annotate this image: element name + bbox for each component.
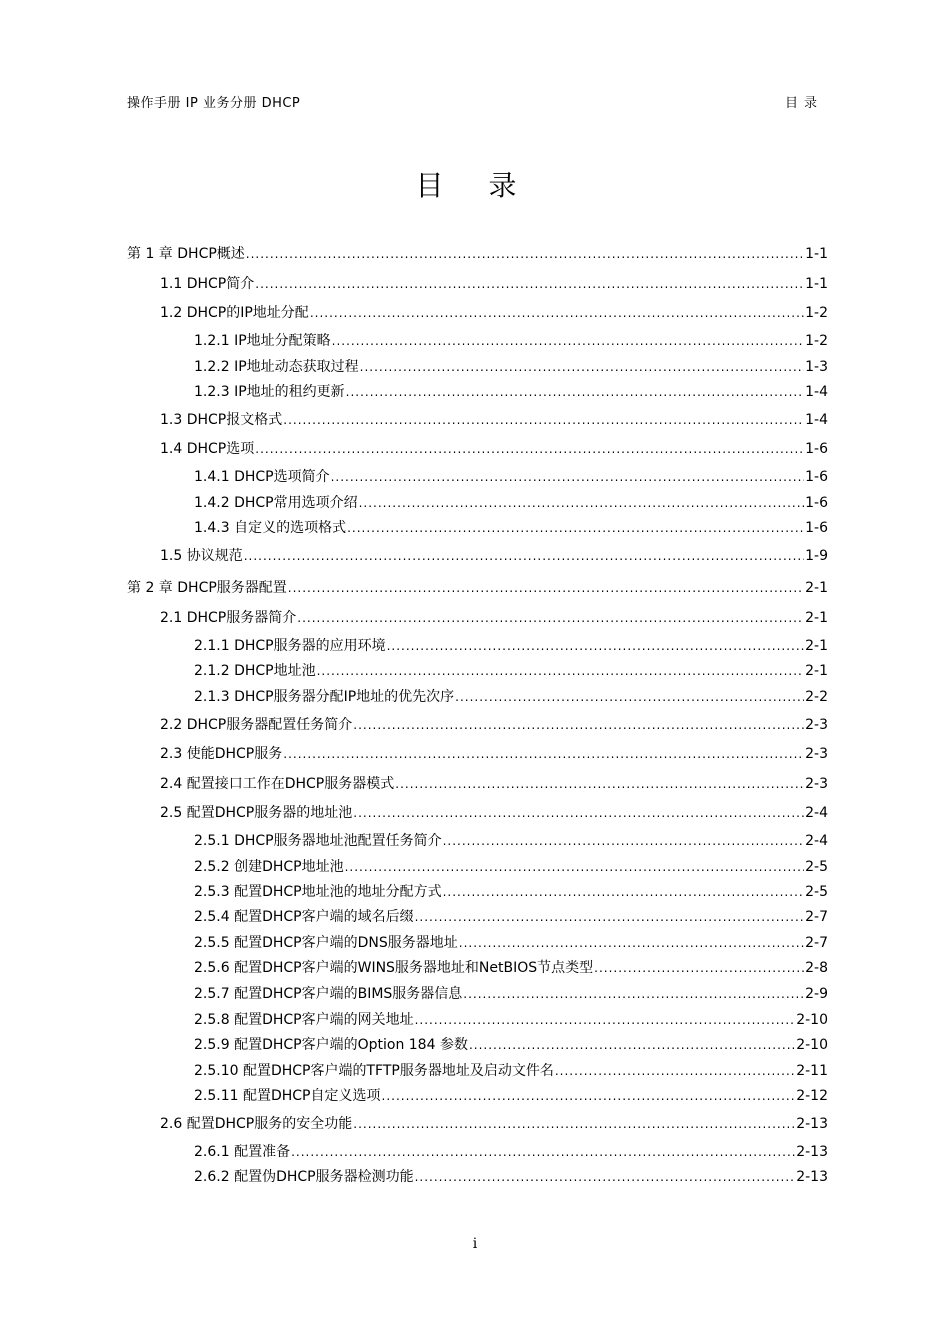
toc-leader-dots [455,687,804,707]
toc-chapter-entry[interactable] [127,244,828,264]
toc-subsection-entry[interactable] [194,958,828,978]
toc-entry-title: 2.5.3 配置DHCP地址池的地址分配方式 [194,884,442,900]
toc-leader-dots [332,331,804,351]
toc-leader-dots [382,1086,796,1106]
toc-subsection-entry[interactable] [194,984,828,1004]
toc-entry-page: 2-1 [805,610,828,626]
toc-entry-page: 1-9 [805,548,828,564]
toc-entry-title: 1.4.2 DHCP常用选项介绍 [194,495,358,511]
toc-subsection-entry[interactable] [194,882,828,902]
toc-chapter-entry[interactable] [127,578,828,598]
toc-entry-page: 2-12 [796,1088,828,1104]
toc-entry-page: 1-2 [805,333,828,349]
toc-entry-page: 2-9 [805,986,828,1002]
toc-leader-dots [415,907,805,927]
toc-entry-title: 2.6.2 配置伪DHCP服务器检测功能 [194,1169,414,1185]
toc-entry-page: 2-11 [796,1063,828,1079]
toc-leader-dots [555,1061,795,1081]
toc-leader-dots [469,1035,795,1055]
toc-subsection-entry[interactable] [194,661,828,681]
toc-section-entry[interactable] [160,803,828,823]
toc-leader-dots [283,744,804,764]
running-header-left: 操作手册 IP 业务分册 DHCP [127,96,301,111]
toc-entry-page: 1-3 [805,359,828,375]
toc-entry-page: 2-13 [796,1169,828,1185]
toc-leader-dots [347,518,804,538]
toc-section-entry[interactable] [160,774,828,794]
toc-subsection-entry[interactable] [194,1010,828,1030]
toc-entry-page: 2-3 [805,717,828,733]
toc-entry-title: 2.1 DHCP服务器简介 [160,610,297,626]
toc-leader-dots [459,933,804,953]
toc-entry-page: 1-6 [805,441,828,457]
toc-entry-page: 1-6 [805,520,828,536]
toc-leader-dots [255,274,804,294]
toc-entry-page: 1-4 [805,412,828,428]
toc-subsection-entry[interactable] [194,357,828,377]
toc-entry-title: 2.5.5 配置DHCP客户端的DNS服务器地址 [194,935,458,951]
toc-subsection-entry[interactable] [194,1035,828,1055]
toc-entry-title: 2.6.1 配置准备 [194,1144,291,1160]
toc-entry-title: 1.1 DHCP简介 [160,276,255,292]
toc-entry-title: 2.4 配置接口工作在DHCP服务器模式 [160,776,395,792]
toc-entry-page: 2-5 [805,859,828,875]
toc-entry-page: 2-7 [805,935,828,951]
toc-entry-page: 2-7 [805,909,828,925]
toc-section-entry[interactable] [160,303,828,323]
toc-entry-title: 2.5.6 配置DHCP客户端的WINS服务器地址和NetBIOS节点类型 [194,960,594,976]
toc-entry-page: 2-13 [796,1116,828,1132]
toc-subsection-entry[interactable] [194,636,828,656]
toc-entry-title: 2.3 使能DHCP服务 [160,746,283,762]
toc-subsection-entry[interactable] [194,831,828,851]
toc-leader-dots [353,1114,795,1134]
toc-section-entry[interactable] [160,546,828,566]
toc-entry-title: 2.5.9 配置DHCP客户端的Option 184 参数 [194,1037,468,1053]
toc-leader-dots [244,546,804,566]
toc-entry-page: 2-3 [805,746,828,762]
toc-entry-title: 1.2 DHCP的IP地址分配 [160,305,309,321]
toc-entry-title: 2.5.7 配置DHCP客户端的BIMS服务器信息 [194,986,463,1002]
toc-leader-dots [360,357,804,377]
toc-entry-page: 2-1 [805,638,828,654]
toc-leader-dots [395,774,804,794]
toc-entry-title: 1.4.3 自定义的选项格式 [194,520,347,536]
toc-entry-page: 2-4 [805,833,828,849]
toc-entry-page: 1-2 [805,305,828,321]
toc-leader-dots [255,439,804,459]
toc-subsection-entry[interactable] [194,382,828,402]
toc-section-entry[interactable] [160,608,828,628]
toc-entry-page: 2-8 [805,960,828,976]
toc-entry-page: 2-13 [796,1144,828,1160]
toc-entry-page: 2-4 [805,805,828,821]
toc-subsection-entry[interactable] [194,331,828,351]
toc-section-entry[interactable] [160,1114,828,1134]
toc-entry-page: 2-10 [796,1012,828,1028]
toc-entry-page: 2-1 [805,663,828,679]
toc-entry-page: 2-10 [796,1037,828,1053]
toc-entry-title: 1.4 DHCP选项 [160,441,255,457]
toc-leader-dots [288,578,804,598]
toc-leader-dots [317,661,805,681]
running-header-right: 目录 [784,96,823,111]
toc-entry-title: 第 1 章 DHCP概述 [127,246,245,262]
toc-entry-title: 2.5.10 配置DHCP客户端的TFTP服务器地址及启动文件名 [194,1063,554,1079]
toc-entry-title: 2.5.8 配置DHCP客户端的网关地址 [194,1012,414,1028]
toc-entry-page: 1-1 [805,246,828,262]
toc-subsection-entry[interactable] [194,1142,828,1162]
toc-leader-dots [443,831,805,851]
toc-entry-page: 1-6 [805,469,828,485]
toc-leader-dots [331,467,805,487]
toc-entry-page: 1-6 [805,495,828,511]
toc-leader-dots [594,958,804,978]
toc-section-entry[interactable] [160,715,828,735]
toc-leader-dots [415,1167,796,1187]
toc-entry-title: 1.3 DHCP报文格式 [160,412,283,428]
toc-entry-title: 1.2.3 IP地址的租约更新 [194,384,345,400]
toc-leader-dots [387,636,805,656]
toc-entry-title: 2.1.2 DHCP地址池 [194,663,316,679]
toc-subsection-entry[interactable] [194,467,828,487]
toc-entry-page: 2-2 [805,689,828,705]
toc-section-entry[interactable] [160,410,828,430]
toc-leader-dots [443,882,805,902]
toc-entry-title: 2.1.3 DHCP服务器分配IP地址的优先次序 [194,689,455,705]
toc-leader-dots [297,608,804,628]
toc-subsection-entry[interactable] [194,493,828,513]
toc-entry-title: 1.4.1 DHCP选项简介 [194,469,330,485]
toc-entry-page: 2-5 [805,884,828,900]
toc-entry-page: 1-4 [805,384,828,400]
toc-entry-title: 2.6 配置DHCP服务的安全功能 [160,1116,353,1132]
toc-subsection-entry[interactable] [194,1061,828,1081]
toc-entry-title: 2.5.2 创建DHCP地址池 [194,859,344,875]
toc-leader-dots [345,857,805,877]
toc-leader-dots [463,984,804,1004]
toc-entry-title: 2.5 配置DHCP服务器的地址池 [160,805,353,821]
toc-subsection-entry[interactable] [194,1167,828,1187]
toc-leader-dots [310,303,804,323]
toc-entry-title: 1.2.2 IP地址动态获取过程 [194,359,359,375]
toc-entry-title: 2.5.4 配置DHCP客户端的域名后缀 [194,909,414,925]
toc-entry-page: 2-3 [805,776,828,792]
toc-leader-dots [283,410,804,430]
toc-leader-dots [353,803,804,823]
toc-entry-title: 1.2.1 IP地址分配策略 [194,333,331,349]
toc-entry-title: 2.5.1 DHCP服务器地址池配置任务简介 [194,833,442,849]
toc-section-entry[interactable] [160,439,828,459]
toc-subsection-entry[interactable] [194,518,828,538]
toc-entry-page: 1-1 [805,276,828,292]
toc-entry-title: 1.5 协议规范 [160,548,243,564]
toc-entry-title: 第 2 章 DHCP服务器配置 [127,580,287,596]
toc-leader-dots [359,493,805,513]
toc-entry-title: 2.2 DHCP服务器配置任务简介 [160,717,353,733]
toc-subsection-entry[interactable] [194,1086,828,1106]
toc-subsection-entry[interactable] [194,857,828,877]
toc-entry-title: 2.1.1 DHCP服务器的应用环境 [194,638,386,654]
toc-subsection-entry[interactable] [194,907,828,927]
toc-section-entry[interactable] [160,744,828,764]
toc-section-entry[interactable] [160,274,828,294]
toc-entry-title: 2.5.11 配置DHCP自定义选项 [194,1088,381,1104]
toc-leader-dots [353,715,804,735]
toc-subsection-entry[interactable] [194,933,828,953]
toc-entry-page: 2-1 [805,580,828,596]
toc-leader-dots [246,244,804,264]
toc-subsection-entry[interactable] [194,687,828,707]
toc-leader-dots [346,382,804,402]
page-number: i [472,1236,478,1252]
toc-leader-dots [291,1142,795,1162]
toc-leader-dots [415,1010,796,1030]
page-title: 目 录 [415,169,535,202]
